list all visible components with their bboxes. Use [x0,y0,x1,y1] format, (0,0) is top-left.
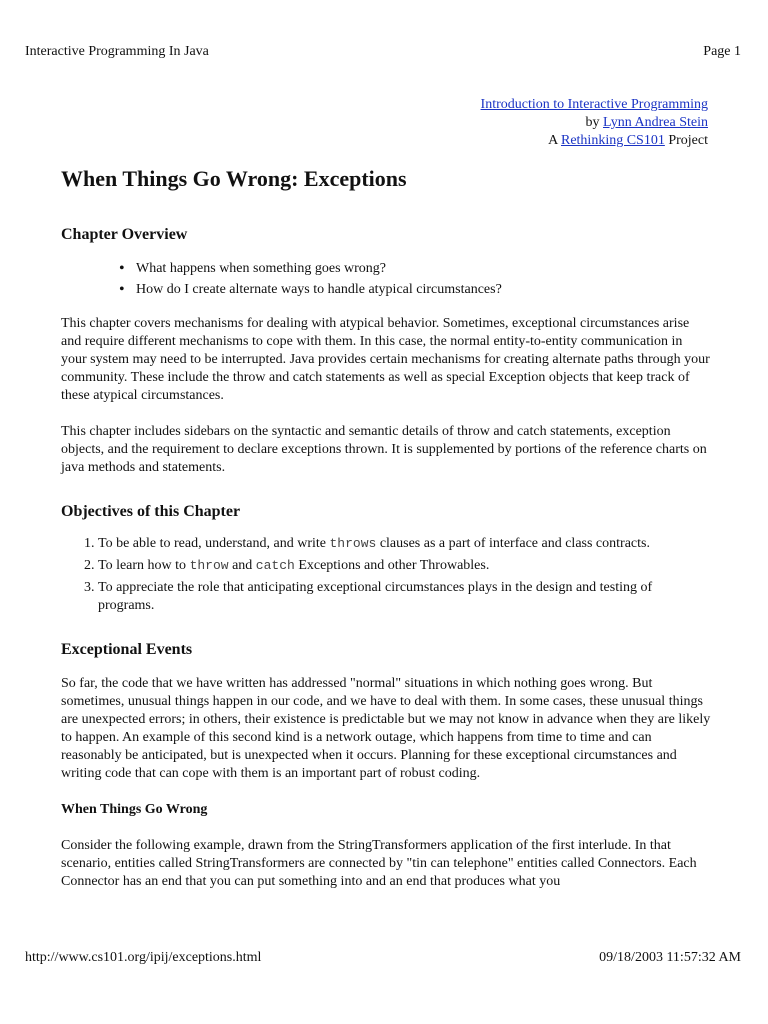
objective-1-code: throws [329,536,377,551]
overview-heading: Chapter Overview [61,226,188,243]
overview-list [61,260,711,299]
author-link[interactable]: Lynn Andrea Stein [603,115,708,130]
project-suffix: Project [664,133,708,148]
overview-paragraph-2: This chapter includes sidebars on the syntactic and semantic details of throw and catch statements, exception objects, and the requirement to declare exceptions thrown. It is supplemented by portions of the reference charts on java methods and statements. [61,424,707,475]
list-item: • How do I create alternate ways to handle atypical circumstances? [61,281,711,299]
print-footer-url: http://www.cs101.org/ipij/exceptions.html [25,950,262,965]
a-label: A [548,133,561,148]
objectives-list [61,535,711,615]
list-item [98,557,711,575]
objective-2-post: Exceptions and other Throwables. [294,558,490,573]
by-label: by [585,115,603,130]
events-paragraph: So far, the code that we have written has addressed "normal" situations in which nothing goes wrong. But sometimes, unusual things happen in our code, and we have to deal with them. In some cases, these unusual things are unexpected errors; in others, their existence is predictable but we may not know in advance when they are likely to happen. An example of this second kind is a network outage, which happens from time to time and can reasonably be anticipated, but is unexpected when it occurs. Planning for these exceptional circumstances and writing code that can cope with them is an important part of robust coding. [61,676,711,781]
print-footer-timestamp: 09/18/2003 11:57:32 AM [599,950,741,965]
project-link[interactable]: Rethinking CS101 [560,133,665,148]
print-header-title: Interactive Programming In Java [25,44,209,59]
wrong-paragraph: Consider the following example, drawn from the StringTransformers application of the first interlude. In that scenario, entities called StringTransformers are connected by "tin can telephone" entities called Connectors. Each Connector has an end that you can put something into and an end that produces what you [61,838,697,889]
objective-1-post: clauses as a part of interface and class contracts. [376,536,650,551]
print-page-number: Page 1 [703,44,741,59]
list-item: • What happens when something goes wrong? [61,260,711,278]
page-title: When Things Go Wrong: Exceptions [61,166,407,191]
list-item: 3. To appreciate the role that anticipating exceptional circumstances plays in the design and testing of programs. [98,579,711,615]
objective-2-pre: To learn how to [98,558,190,573]
objective-2-code-2: catch [255,558,295,573]
list-item [98,535,711,553]
wrong-heading: When Things Go Wrong [61,802,208,817]
objectives-heading: Objectives of this Chapter [61,503,241,520]
main-content [61,226,711,891]
objective-1-pre: To be able to read, understand, and write [98,536,330,551]
objective-2-code-1: throw [189,558,229,573]
book-link[interactable]: Introduction to Interactive Programming [480,97,708,112]
overview-paragraph-1: This chapter covers mechanisms for dealing with atypical behavior. Sometimes, exceptional circumstances arise and require different mechanisms to cope with them. In this case, the normal entity-to-entity communication in your system may need to be interrupted. Java provides certain mechanisms for creating alternate paths through your community. These include the throw and catch statements as well as special Exception objects that keep track of these atypical circumstances. [61,316,710,403]
events-heading: Exceptional Events [61,641,193,658]
objective-2-mid: and [228,558,256,573]
byline [481,96,708,150]
